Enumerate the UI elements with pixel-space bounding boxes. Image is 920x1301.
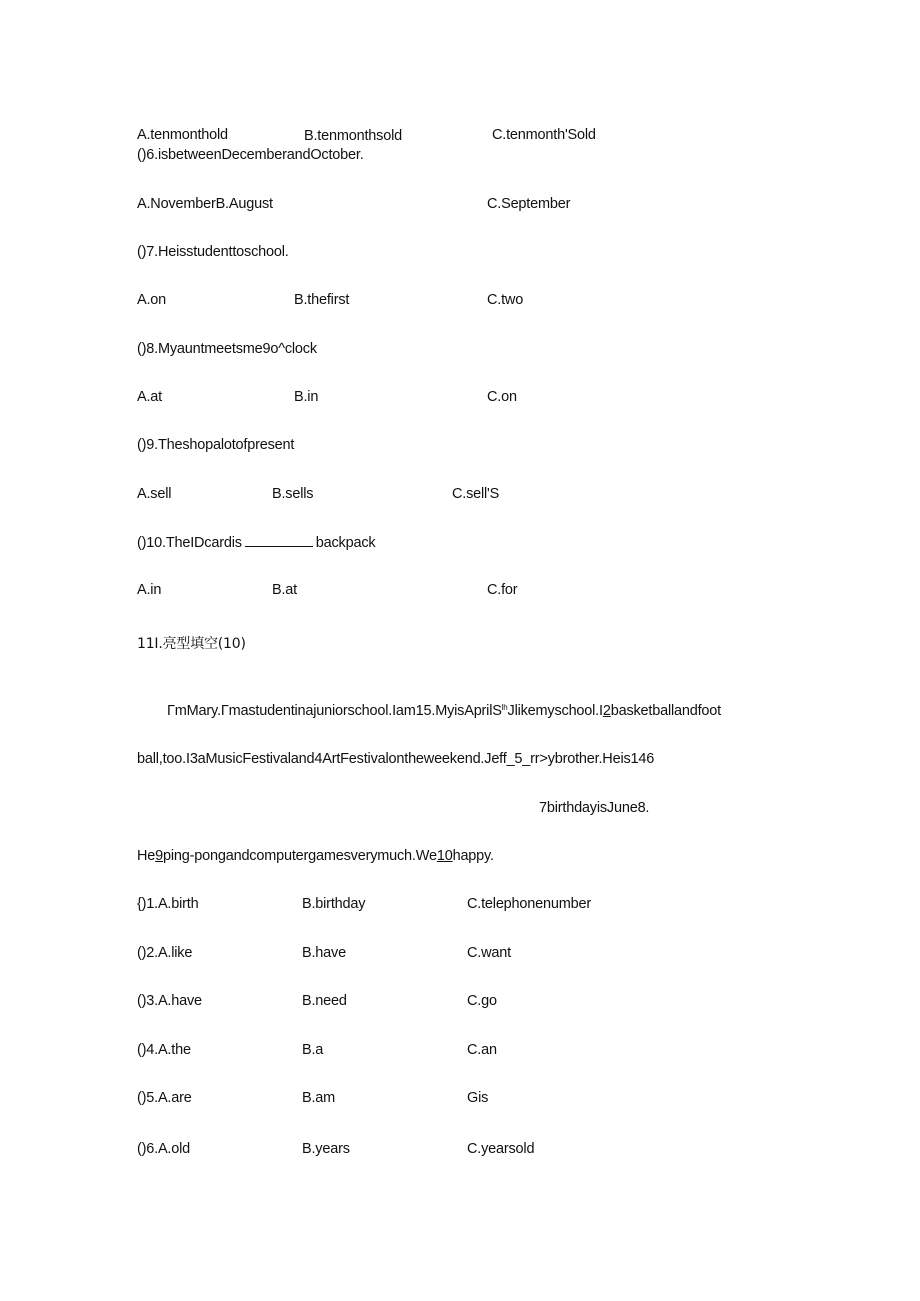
q10-stem-before: ()10.TheIDcardis [137, 535, 242, 551]
q7-option-b: B.thefirst [294, 292, 350, 308]
q9-option-c: C.sell'S [452, 486, 500, 502]
q10-option-b: B.at [272, 582, 297, 598]
q9-option-a: A.sell [137, 486, 172, 502]
q9-option-b: B.sells [272, 486, 314, 502]
passage-line-4-b: ping-pongandcomputergamesverymuch.We [163, 848, 437, 864]
cloze-2-option-a: ()2.A.like [137, 945, 193, 961]
cloze-3-option-a: ()3.A.have [137, 993, 202, 1009]
cloze-4-option-b: B.a [302, 1042, 324, 1058]
q7-stem: ()7.Heisstudenttoschool. [137, 244, 289, 260]
passage-line-2: ball,too.I3aMusicFestivaland4ArtFestivalontheweekend.Jeff_5_rr>ybrother.Heis146 [137, 751, 655, 767]
section-heading: 11I.亮型填空(10) [137, 636, 246, 652]
q7-option-a: A.on [137, 292, 167, 308]
q6-stem: ()6.isbetweenDecemberandOctober. [137, 147, 364, 163]
q8-option-a: A.at [137, 389, 162, 405]
cloze-6-option-c: C.yearsold [467, 1141, 535, 1157]
q5-option-c: C.tenmonth'Sold [492, 127, 596, 143]
cloze-5-option-b: B.am [302, 1090, 336, 1106]
cloze-3-option-c: C.go [467, 993, 497, 1009]
q6-option-c: C.September [487, 196, 571, 212]
passage-line-1-c: basketballandfoot [610, 703, 721, 719]
q10-blank [245, 533, 313, 547]
q6-option-ab: A.NovemberB.August [137, 196, 273, 212]
q5-option-b: B.tenmonthsold [304, 128, 402, 144]
passage-line-1 [167, 702, 721, 720]
cloze-5-option-c: Gis [467, 1090, 489, 1106]
q8-option-b: B.in [294, 389, 319, 405]
passage-line-4-c: happy. [452, 848, 494, 864]
q5-option-a: A.tenmonthold [137, 127, 228, 143]
q8-stem: ()8.Myauntmeetsme9o^clock [137, 341, 317, 357]
passage-line-4 [137, 847, 494, 865]
q9-stem: ()9.Theshopalotofpresent [137, 437, 295, 453]
q10-option-c: C.for [487, 582, 518, 598]
passage-blank-10: 10 [436, 848, 453, 864]
passage-blank-2: 2 [602, 703, 611, 719]
cloze-6-option-b: B.years [302, 1141, 350, 1157]
cloze-1-option-a: {)1.A.birth [137, 896, 199, 912]
cloze-6-option-a: ()6.A.old [137, 1141, 190, 1157]
cloze-1-option-c: C.telephonenumber [467, 896, 591, 912]
q7-option-c: C.two [487, 292, 524, 308]
cloze-2-option-b: B.have [302, 945, 346, 961]
passage-line-1-a: ΓmMary.Γmastudentinajuniorschool.Iam15.MyisAprilS [167, 703, 502, 719]
passage-blank-9: 9 [155, 848, 164, 864]
cloze-3-option-b: B.need [302, 993, 347, 1009]
q10-stem [137, 533, 375, 552]
q10-option-a: A.in [137, 582, 162, 598]
cloze-4-option-c: C.an [467, 1042, 497, 1058]
cloze-4-option-a: ()4.A.the [137, 1042, 191, 1058]
cloze-1-option-b: B.birthday [302, 896, 366, 912]
q10-stem-after: backpack [315, 535, 376, 551]
passage-line-3: 7birthdayisJune8. [539, 800, 650, 816]
cloze-5-option-a: ()5.A.are [137, 1090, 192, 1106]
q8-option-c: C.on [487, 389, 517, 405]
passage-line-1-sup: lh [501, 703, 508, 712]
cloze-2-option-c: C.want [467, 945, 511, 961]
passage-line-4-a: He [137, 848, 156, 864]
passage-line-1-b: Jlikemyschool.I [507, 703, 603, 719]
